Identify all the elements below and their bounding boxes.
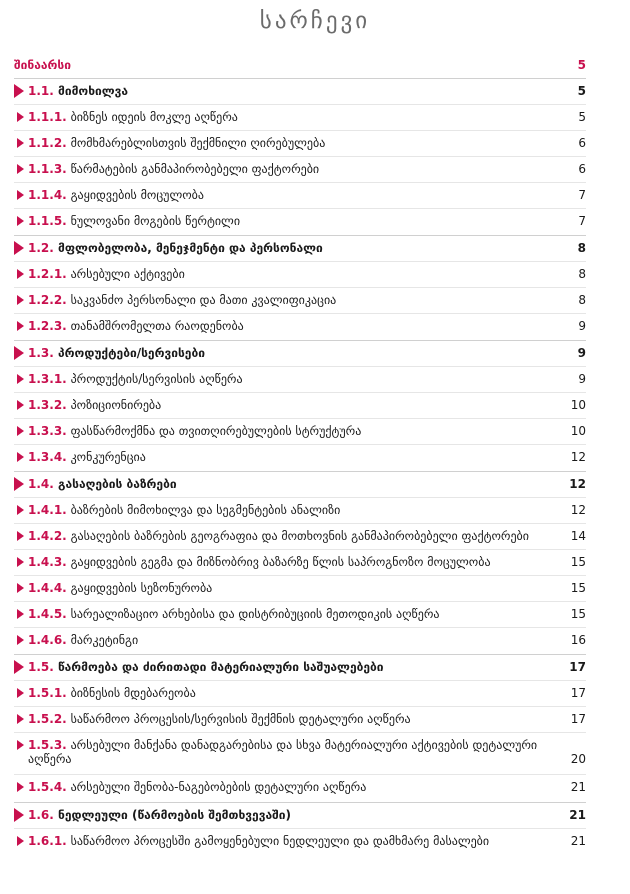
triangle-bullet-icon xyxy=(17,782,24,792)
triangle-bullet-icon xyxy=(17,190,24,200)
row-divider xyxy=(14,627,586,628)
toc-entry-label xyxy=(28,780,366,794)
toc-entry-number: 1.6. xyxy=(28,808,54,822)
toc-entry-number: 1.1. xyxy=(28,84,54,98)
toc-entry-label xyxy=(28,372,243,386)
triangle-bullet-icon xyxy=(14,84,24,98)
row-divider xyxy=(14,392,586,393)
toc-entry-text: ბიზნეს იდეის მოკლე აღწერა xyxy=(70,110,238,124)
toc-entry-text: კონკურენცია xyxy=(70,450,146,464)
toc-page-number: 6 xyxy=(578,162,586,176)
toc-entry-number: 1.4.3. xyxy=(28,555,67,569)
toc-page-number: 15 xyxy=(570,581,586,595)
row-divider xyxy=(14,130,586,131)
toc-page-number: 5 xyxy=(578,110,586,124)
toc-entry-number: 1.4.4. xyxy=(28,581,67,595)
toc-entry-label xyxy=(28,686,196,700)
triangle-bullet-icon xyxy=(17,836,24,846)
toc-entry-label xyxy=(28,346,205,360)
toc-entry-label xyxy=(28,188,204,202)
toc-page-number: 17 xyxy=(569,660,586,674)
toc-entry-number: 1.2. xyxy=(28,241,54,255)
toc-entry-label xyxy=(28,477,177,491)
toc-entry-text: არსებული შენობა-ნაგებობების დეტალური აღწერა xyxy=(70,780,367,794)
toc-entry-text: თანამშრომელთა რაოდენობა xyxy=(70,319,244,333)
toc-entry-label xyxy=(28,581,212,595)
row-divider xyxy=(14,802,586,803)
toc-entry-text: სარეალიზაციო არხებისა და დისტრიბუციის მეთოდიკის აღწერა xyxy=(70,607,440,621)
toc-entry-number: 1.4.6. xyxy=(28,633,67,647)
toc-entry-label xyxy=(28,633,138,647)
toc-page-number: 7 xyxy=(578,188,586,202)
toc-entry-text: გასაღების ბაზრების გეოგრაფია და მოთხოვნის განმაპირობებელი ფაქტორები xyxy=(70,529,529,543)
toc-entry-text: გაყიდვების მოცულობა xyxy=(70,188,204,202)
triangle-bullet-icon xyxy=(17,295,24,305)
toc-entry-text: გაყიდვების გეგმა და მიზნობრივ ბაზარზე წლის საპროგნოზო მოცულობა xyxy=(70,555,491,569)
triangle-bullet-icon xyxy=(14,241,24,255)
toc-entry-number: 1.5.3. xyxy=(28,738,67,752)
toc-entry-number: 1.1.5. xyxy=(28,214,67,228)
toc-entry-text: მარკეტინგი xyxy=(70,633,139,647)
toc-page-number: 8 xyxy=(578,267,586,281)
toc-entry-number: 1.4.2. xyxy=(28,529,67,543)
toc-entry-number: 1.3.4. xyxy=(28,450,67,464)
toc-entry-text: პოზიციონირება xyxy=(70,398,162,412)
toc-entry-label xyxy=(28,660,384,674)
toc-page-number: 9 xyxy=(578,372,586,386)
triangle-bullet-icon xyxy=(17,688,24,698)
row-divider xyxy=(14,828,586,829)
row-divider xyxy=(14,418,586,419)
triangle-bullet-icon xyxy=(17,269,24,279)
row-divider xyxy=(14,313,586,314)
toc-entry-number: 1.2.3. xyxy=(28,319,67,333)
toc-page-number: 21 xyxy=(570,780,586,794)
row-divider xyxy=(14,235,586,236)
toc-entry-text: პროდუქტის/სერვისის აღწერა xyxy=(70,372,243,386)
row-divider xyxy=(14,471,586,472)
toc-page-number: 8 xyxy=(577,241,586,255)
toc-entry-number: 1.1.4. xyxy=(28,188,67,202)
toc-entry-text: ნედლეული (წარმოების შემთხვევაში) xyxy=(58,808,291,822)
toc-entry-number: 1.3.2. xyxy=(28,398,67,412)
toc-entry-label xyxy=(28,110,238,124)
toc-entry-label xyxy=(28,712,411,726)
triangle-bullet-icon xyxy=(14,346,24,360)
toc-entry-number: 1.4. xyxy=(28,477,54,491)
toc-entry-text: პროდუქტები/სერვისები xyxy=(58,346,205,360)
toc-page-number: 12 xyxy=(570,450,586,464)
toc-entry-text: მფლობელობა, მენეჯმენტი და პერსონალი xyxy=(58,241,323,255)
triangle-bullet-icon xyxy=(14,660,24,674)
toc-entry-label xyxy=(28,398,161,412)
toc-page-number: 14 xyxy=(570,529,586,543)
toc-entry-label xyxy=(28,834,489,848)
toc-entry-label xyxy=(28,241,323,255)
row-divider xyxy=(14,575,586,576)
toc-entry-number: 1.5. xyxy=(28,660,54,674)
row-divider xyxy=(14,549,586,550)
toc-entry-number: 1.3. xyxy=(28,346,54,360)
triangle-bullet-icon xyxy=(17,557,24,567)
triangle-bullet-icon xyxy=(17,164,24,174)
triangle-bullet-icon xyxy=(17,216,24,226)
toc-entry-text: წარმოება და ძირითადი მატერიალური საშუალებები xyxy=(58,660,384,674)
toc-page-number: 5 xyxy=(577,84,586,98)
toc-entry-label xyxy=(28,267,185,281)
triangle-bullet-icon xyxy=(17,635,24,645)
toc-page-number: 6 xyxy=(578,136,586,150)
toc-entry-text: წარმატების განმაპირობებელი ფაქტორები xyxy=(70,162,320,176)
toc-page-number: 15 xyxy=(570,555,586,569)
toc-entry-text: გასაღების ბაზრები xyxy=(58,477,177,491)
toc-entry-text: საწარმოო პროცესში გამოყენებული ნედლეული და დამხმარე მასალები xyxy=(70,834,490,848)
toc-entry-text: მიმოხილვა xyxy=(58,84,129,98)
page-title: სარჩევი xyxy=(259,8,371,34)
row-divider xyxy=(14,601,586,602)
triangle-bullet-icon xyxy=(14,808,24,822)
row-divider xyxy=(14,340,586,341)
toc-page-number: 10 xyxy=(570,424,586,438)
triangle-bullet-icon xyxy=(17,531,24,541)
toc-entry-label xyxy=(28,424,361,438)
toc-entry-label xyxy=(14,58,71,72)
triangle-bullet-icon xyxy=(17,609,24,619)
toc-entry-text: არსებული აქტივები xyxy=(70,267,185,281)
row-divider xyxy=(14,497,586,498)
triangle-bullet-icon xyxy=(17,714,24,724)
toc-page-number: 9 xyxy=(578,319,586,333)
toc-entry-text: საკვანძო პერსონალი და მათი კვალიფიკაცია xyxy=(70,293,337,307)
toc-entry-label xyxy=(28,293,336,307)
toc-page-number: 12 xyxy=(570,503,586,517)
toc-entry-number: 1.4.5. xyxy=(28,607,67,621)
toc-entry-label xyxy=(28,738,548,766)
toc-entry-text: არსებული მანქანა დანადგარებისა და სხვა მატერიალური აქტივების დეტალური აღწერა xyxy=(28,738,538,766)
triangle-bullet-icon xyxy=(17,321,24,331)
toc-entry-text: ბაზრების მიმოხილვა და სეგმენტების ანალიზი xyxy=(70,503,341,517)
row-divider xyxy=(14,261,586,262)
toc-entry-number: 1.3.3. xyxy=(28,424,67,438)
toc-entry-text: საწარმოო პროცესის/სერვისის შექმნის დეტალური აღწერა xyxy=(70,712,411,726)
toc-entry-label xyxy=(28,84,128,98)
triangle-bullet-icon xyxy=(17,400,24,410)
toc-entry-number: 1.1.2. xyxy=(28,136,67,150)
row-divider xyxy=(14,774,586,775)
toc-entry-text: ფასწარმოქმნა და თვითღირებულების სტრუქტურა xyxy=(70,424,362,438)
toc-entry-number: 1.2.2. xyxy=(28,293,67,307)
triangle-bullet-icon xyxy=(17,112,24,122)
toc-entry-label xyxy=(28,503,340,517)
triangle-bullet-icon xyxy=(17,505,24,515)
toc-entry-text: გაყიდვების სეზონურობა xyxy=(70,581,213,595)
toc-entry-number: 1.3.1. xyxy=(28,372,67,386)
triangle-bullet-icon xyxy=(17,583,24,593)
toc-entry-text: ნულოვანი მოგების წერტილი xyxy=(70,214,241,228)
row-divider xyxy=(14,287,586,288)
toc-page-number: 17 xyxy=(570,712,586,726)
triangle-bullet-icon xyxy=(17,374,24,384)
row-divider xyxy=(14,654,586,655)
triangle-bullet-icon xyxy=(14,477,24,491)
toc-entry-label xyxy=(28,450,146,464)
toc-page-number: 20 xyxy=(570,752,586,766)
toc-page-number: 7 xyxy=(578,214,586,228)
toc-page-number: 9 xyxy=(577,346,586,360)
toc-page-number: 17 xyxy=(570,686,586,700)
toc-entry-number: 1.5.1. xyxy=(28,686,67,700)
row-divider xyxy=(14,706,586,707)
row-divider xyxy=(14,78,586,79)
toc-entry-text: ბიზნესის მდებარეობა xyxy=(70,686,196,700)
row-divider xyxy=(14,182,586,183)
toc-entry-number: 1.5.2. xyxy=(28,712,67,726)
toc-entry-number: 1.5.4. xyxy=(28,780,67,794)
triangle-bullet-icon xyxy=(17,138,24,148)
toc-entry-label xyxy=(28,808,291,822)
row-divider xyxy=(14,732,586,733)
toc-page-number: 15 xyxy=(570,607,586,621)
toc-entry-label xyxy=(28,529,529,543)
toc-entry-number: 1.4.1. xyxy=(28,503,67,517)
toc-entry-label xyxy=(28,607,439,621)
toc-entry-label xyxy=(28,136,325,150)
row-divider xyxy=(14,523,586,524)
toc-entry-text: შინაარსი xyxy=(14,58,71,72)
row-divider xyxy=(14,104,586,105)
toc-page-number: 16 xyxy=(570,633,586,647)
toc-page-number: 8 xyxy=(578,293,586,307)
toc-page-number: 21 xyxy=(569,808,586,822)
toc-entry-label xyxy=(28,162,319,176)
toc-entry-label xyxy=(28,214,240,228)
toc-page-number: 5 xyxy=(577,58,586,72)
toc-page-number: 12 xyxy=(569,477,586,491)
toc-entry-label xyxy=(28,319,244,333)
triangle-bullet-icon xyxy=(17,426,24,436)
toc-entry-number: 1.6.1. xyxy=(28,834,67,848)
toc-entry-text: მომხმარებლისთვის შექმნილი ღირებულება xyxy=(70,136,326,150)
row-divider xyxy=(14,366,586,367)
toc-entry-number: 1.1.1. xyxy=(28,110,67,124)
row-divider xyxy=(14,444,586,445)
row-divider xyxy=(14,208,586,209)
triangle-bullet-icon xyxy=(17,740,24,750)
toc-page-number: 10 xyxy=(570,398,586,412)
toc-entry-number: 1.2.1. xyxy=(28,267,67,281)
triangle-bullet-icon xyxy=(17,452,24,462)
toc-page-number: 21 xyxy=(570,834,586,848)
toc-entry-label xyxy=(28,555,491,569)
row-divider xyxy=(14,156,586,157)
row-divider xyxy=(14,680,586,681)
toc-entry-number: 1.1.3. xyxy=(28,162,67,176)
